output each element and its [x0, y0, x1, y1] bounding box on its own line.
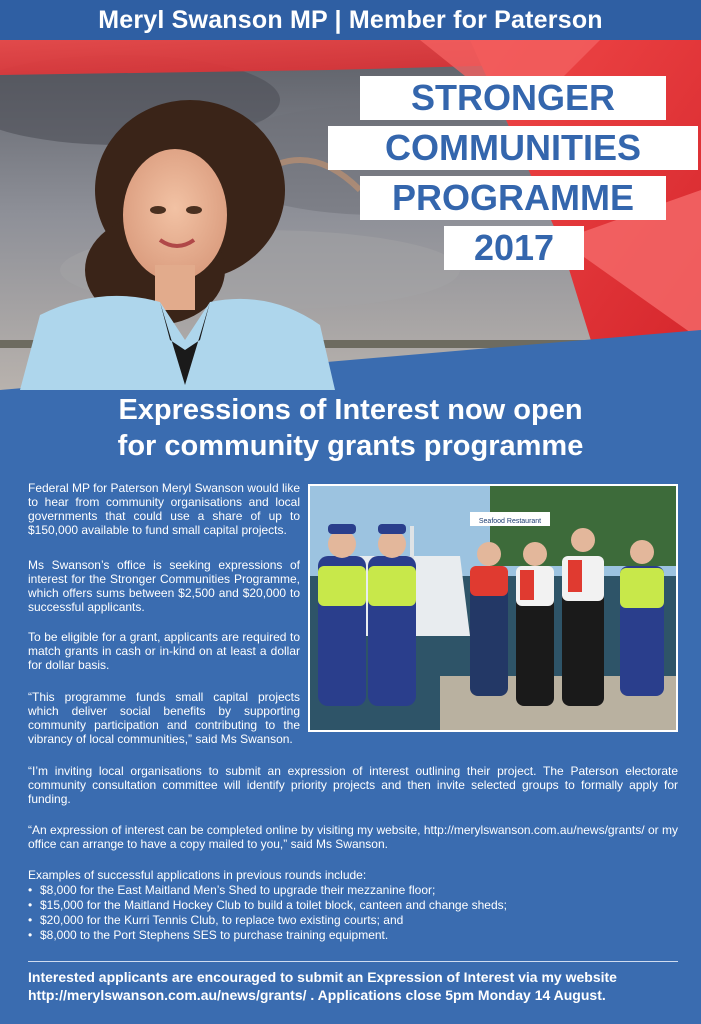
- program-title-line3: [360, 176, 666, 220]
- examples-intro: Examples of successful applications in previous rounds include:: [28, 868, 367, 882]
- hero-banner: [0, 40, 701, 390]
- program-title-text: COMMUNITIES: [385, 127, 641, 168]
- paragraph-intro: Federal MP for Paterson Meryl Swanson would like to hear from community organisations and local governments that could use a share of up to $150,000 available to fund small capital projects.: [28, 481, 300, 537]
- photo-illustration: [310, 486, 676, 730]
- program-title-line4: [444, 226, 584, 270]
- list-item: • $20,000 for the Kurri Tennis Club, to replace two existing courts; and: [28, 913, 678, 928]
- header-title: Meryl Swanson MP | Member for Paterson: [98, 5, 603, 34]
- examples-list: [28, 883, 678, 943]
- program-title-text: PROGRAMME: [392, 177, 634, 218]
- program-title-line2: [328, 126, 698, 170]
- paragraph-quote: “This programme funds small capital projects which deliver social benefits by supporting community participation and contributing to the vibrancy of local communities,” said Ms Swanson.: [28, 690, 300, 746]
- program-title-text: 2017: [473, 227, 555, 268]
- main-heading: [0, 392, 701, 464]
- paragraph-online: “An expression of interest can be completed online by visiting my website, http://merylswanson.com.au/news/grants/ or my office can arrange to have a copy mailed to you,” said Ms Swanson.: [28, 823, 678, 851]
- examples-section: [28, 868, 678, 943]
- paragraph-invite: “I’m inviting local organisations to submit an expression of interest outlining their project. The Paterson electorate community consultation committee will identify priority projects and then invite selected groups to formally apply for funding.: [28, 764, 678, 806]
- heading-line2: for community grants programme: [117, 430, 584, 462]
- list-item: • $8,000 for the East Maitland Men’s Shed to upgrade their mezzanine floor;: [28, 883, 678, 898]
- paragraph-eligibility: To be eligible for a grant, applicants are required to match grants in cash or in-kind on at least a dollar for dollar basis.: [28, 630, 300, 672]
- footer-callout: [28, 968, 678, 1004]
- header-bar: [0, 0, 701, 40]
- list-item: • $8,000 to the Port Stephens SES to purchase training equipment.: [28, 928, 678, 943]
- list-item: • $15,000 for the Maitland Hockey Club to build a toilet block, canteen and change sheds;: [28, 898, 678, 913]
- footer-line1: Interested applicants are encouraged to submit an Expression of Interest via my website: [28, 969, 617, 985]
- paragraph-office: Ms Swanson’s office is seeking expressions of interest for the Stronger Communities Programme, which offers sums between $2,500 and $20,000 to successful applicants.: [28, 558, 300, 614]
- volunteers-photo: [308, 484, 678, 732]
- footer-line2: http://merylswanson.com.au/news/grants/ . Applications close 5pm Monday 14 August.: [28, 987, 606, 1003]
- program-title-text: STRONGER: [410, 77, 615, 118]
- boat-sign: Seafood Restaurant: [478, 518, 542, 525]
- divider: [28, 961, 678, 962]
- program-title-line1: [360, 76, 666, 120]
- heading-line1: Expressions of Interest now open: [118, 394, 583, 426]
